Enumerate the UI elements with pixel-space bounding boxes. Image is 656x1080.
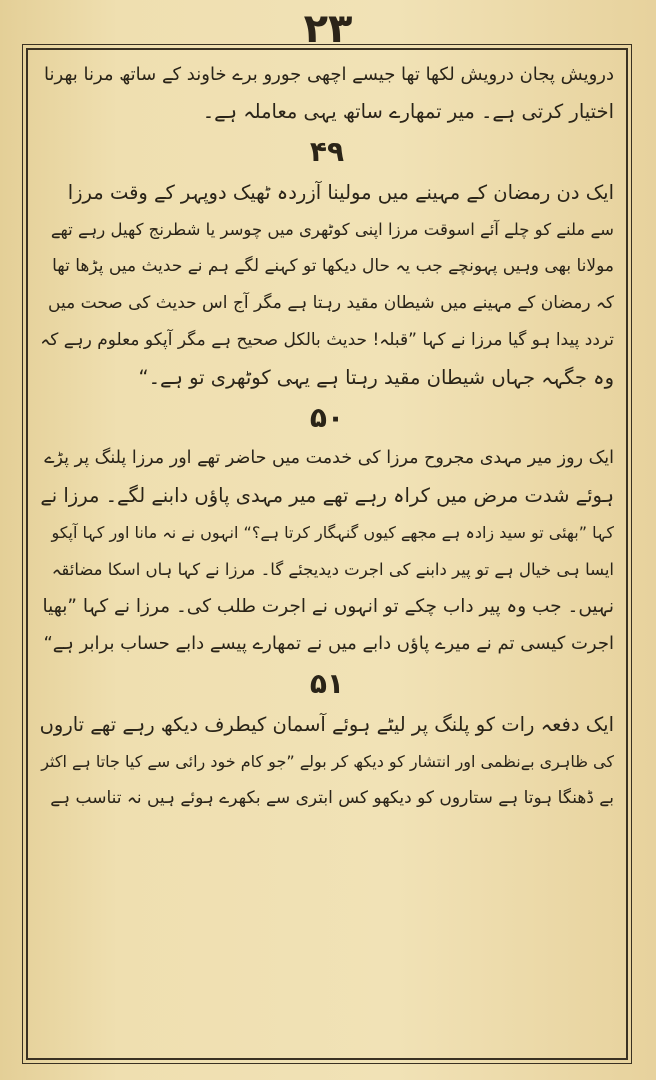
- text-line: مولانا بھی وہیں پہونچے جب یہ حال دیکھا تو کہنے لگے ہم نے حدیث میں پڑھا تھا: [52, 256, 614, 276]
- text-line: وہ جگہہ جہاں شیطان مقید رہتا ہے یہی کوٹھری تو ہے۔“: [138, 366, 614, 389]
- text-line: سے ملنے کو چلے آئے اسوقت مرزا اپنی کوٹھری میں چوسر یا شطرنج کھیل رہے تھے: [50, 220, 614, 239]
- text-line: اجرت کیسی تم نے میرے پاؤں دابے میں نے تمھارے پیسے دابے حساب برابر ہے“: [43, 633, 614, 654]
- section-paragraph: [40, 706, 614, 817]
- page-number: ۲۳: [303, 6, 353, 52]
- text-line: ایک دفعہ رات کو پلنگ پر لیٹے ہوئے آسمان کیطرف دیکھ رہے تھے تاروں: [40, 713, 614, 736]
- text-frame: [26, 48, 628, 1060]
- section-number: ۵۱: [309, 667, 345, 700]
- text-line: درویش پجان درویش لکھا تھا جیسے اچھی جورو برے خاوند کے ساتھ مرنا بھرنا: [44, 64, 614, 85]
- text-line: نہیں۔ جب وہ پیر داب چکے تو انہوں نے اجرت طلب کی۔ مرزا نے کہا ”بھیا: [42, 596, 614, 617]
- section-number: ۴۹: [309, 135, 345, 168]
- text-line: ایسا ہی خیال ہے تو پیر دابنے کی اجرت دیدیجئے گا۔ مرزا نے کہا ہاں اسکا مضائقہ: [51, 560, 614, 579]
- text-line: کہا ”بھئی تو سید زادہ ہے مجھے کیوں گنہگار کرتا ہے؟“ انہوں نے نہ مانا اور کہا آپکو: [51, 523, 614, 542]
- text-line: ایک روز میر مہدی مجروح مرزا کی خدمت میں حاضر تھے اور مرزا پلنگ پر پڑے: [44, 448, 614, 468]
- intro-paragraph: [40, 56, 614, 130]
- section-paragraph: [40, 440, 614, 662]
- text-line: تردد پیدا ہو گیا مرزا نے کہا ”قبلہ! حدیث بالکل صحیح ہے مگر آپکو معلوم رہے کہ: [40, 330, 614, 350]
- section-number: ۵۰: [309, 401, 345, 434]
- text-line: ایک دن رمضان کے مہینے میں مولینا آزردہ ٹھیک دوپہر کے وقت مرزا: [67, 181, 614, 204]
- text-line: کی ظاہری بےنظمی اور انتشار کو دیکھ کر بولے ”جو کام خود رائی سے کیا جاتا ہے اکثر: [41, 752, 614, 771]
- page-content: [40, 56, 614, 1052]
- text-line: کہ رمضان کے مہینے میں شیطان مقید رہتا ہے مگر آج اس حدیث کی صحت میں: [48, 293, 614, 313]
- text-line: اختیار کرتی ہے۔ میر تمھارے ساتھ یہی معاملہ ہے۔: [202, 100, 614, 123]
- text-line: ہوئے شدت مرض میں کراہ رہے تھے میر مہدی پاؤں دابنے لگے۔ مرزا نے: [40, 484, 614, 507]
- text-line: بے ڈھنگا ہوتا ہے ستاروں کو دیکھو کس ابتری سے بکھرے ہوئے ہیں نہ تناسب ہے: [50, 788, 614, 808]
- section-paragraph: [40, 174, 614, 396]
